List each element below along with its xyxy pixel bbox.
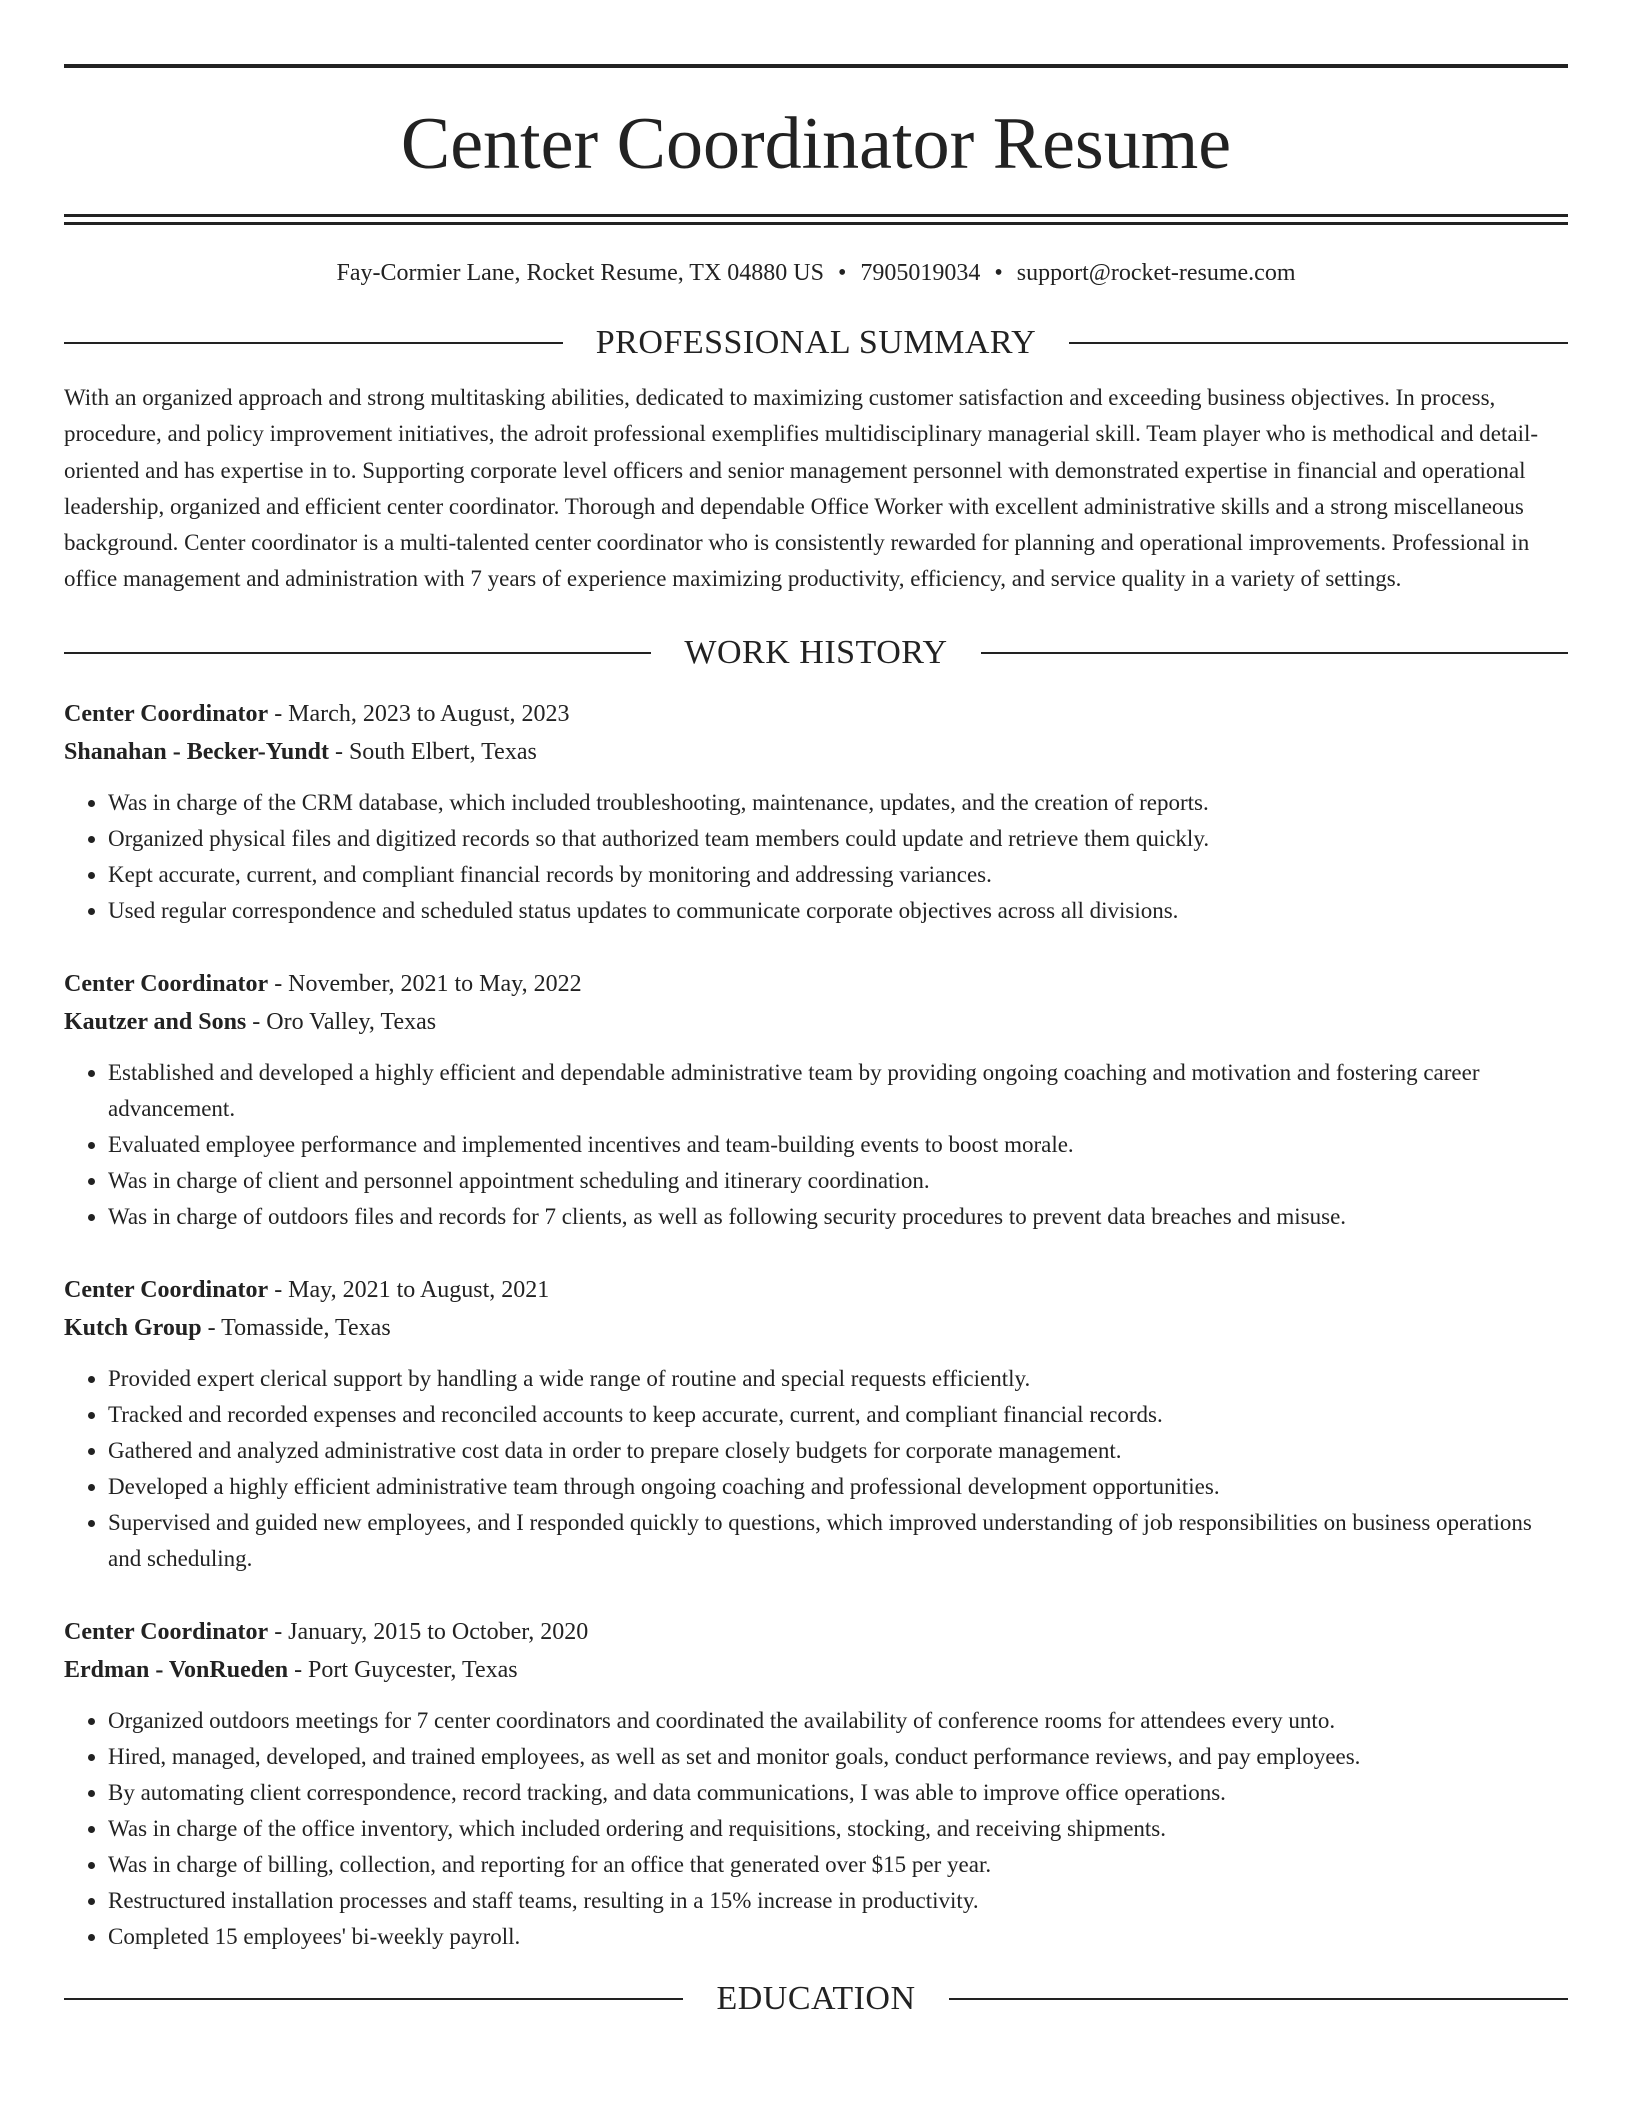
job-entry: [64, 695, 1568, 929]
heading-rule-right: [981, 652, 1568, 654]
contact-email: support@rocket-resume.com: [1016, 260, 1296, 286]
heading-rule-left: [64, 1998, 683, 2000]
job-title: Center Coordinator: [64, 970, 269, 997]
duty-list: [64, 1361, 1568, 1577]
job-title: Center Coordinator: [64, 1618, 269, 1645]
resume-page: [64, 64, 1568, 2019]
job-title: Center Coordinator: [64, 1276, 269, 1303]
job-title: Center Coordinator: [64, 700, 269, 727]
job-title-line: [64, 965, 1568, 1003]
section-heading-work-history: [64, 633, 1568, 673]
section-title: PROFESSIONAL SUMMARY: [595, 324, 1037, 361]
duty-item: • Developed a highly efficient administrative team through ongoing coaching and professional development opportunities.: [108, 1469, 1568, 1505]
duty-item: • Hired, managed, developed, and trained employees, as well as set and monitor goals, conduct performance reviews, and pay employees.: [108, 1739, 1568, 1775]
job-dates: - November, 2021 to May, 2022: [268, 970, 582, 997]
duty-item: • Was in charge of the CRM database, which included troubleshooting, maintenance, updates, and the creation of reports.: [108, 785, 1568, 821]
job-company-line: [64, 1651, 1568, 1689]
job-location: - Oro Valley, Texas: [246, 1008, 437, 1035]
job-dates: - May, 2021 to August, 2021: [268, 1276, 550, 1303]
section-title: EDUCATION: [716, 1979, 916, 2017]
job-company: Shanahan - Becker-Yundt: [64, 738, 329, 765]
job-entry: [64, 1271, 1568, 1577]
job-company-line: [64, 1309, 1568, 1347]
job-dates: - March, 2023 to August, 2023: [268, 700, 570, 727]
duty-item: • Established and developed a highly efficient and dependable administrative team by providing ongoing coaching and motivation and fostering career advancement.: [108, 1055, 1568, 1127]
duty-item: • Restructured installation processes and staff teams, resulting in a 15% increase in productivity.: [108, 1883, 1568, 1919]
duty-item: • Kept accurate, current, and compliant financial records by monitoring and addressing variances.: [108, 857, 1568, 893]
duty-item: • Tracked and recorded expenses and reconciled accounts to keep accurate, current, and compliant financial records.: [108, 1397, 1568, 1433]
contact-phone: 7905019034: [860, 260, 981, 286]
duty-item: • Gathered and analyzed administrative cost data in order to prepare closely budgets for corporate management.: [108, 1433, 1568, 1469]
duty-item: • By automating client correspondence, record tracking, and data communications, I was able to improve office operations.: [108, 1775, 1568, 1811]
duty-item: • Organized outdoors meetings for 7 center coordinators and coordinated the availability of conference rooms for attendees every unto.: [108, 1703, 1568, 1739]
job-entry: [64, 1613, 1568, 1955]
heading-rule-left: [64, 342, 563, 344]
duty-item: • Evaluated employee performance and implemented incentives and team-building events to boost morale.: [108, 1127, 1568, 1163]
job-dates: - January, 2015 to October, 2020: [268, 1618, 589, 1645]
duty-item: • Was in charge of the office inventory, which included ordering and requisitions, stocking, and receiving shipments.: [108, 1811, 1568, 1847]
duty-item: • Organized physical files and digitized records so that authorized team members could update and retrieve them quickly.: [108, 821, 1568, 857]
job-company-line: [64, 1003, 1568, 1041]
contact-line: [64, 258, 1568, 288]
job-title-line: [64, 695, 1568, 733]
duty-item: • Was in charge of billing, collection, and reporting for an office that generated over $15 per year.: [108, 1847, 1568, 1883]
heading-rule-left: [64, 652, 651, 654]
job-location: - Port Guycester, Texas: [288, 1656, 518, 1683]
duty-item: • Used regular correspondence and scheduled status updates to communicate corporate objectives across all divisions.: [108, 893, 1568, 929]
section-title: WORK HISTORY: [684, 633, 948, 671]
section-heading-education: [64, 1979, 1568, 2019]
duty-item: • Was in charge of client and personnel appointment scheduling and itinerary coordination.: [108, 1163, 1568, 1199]
job-location: - South Elbert, Texas: [328, 738, 537, 765]
job-company: Kautzer and Sons: [64, 1008, 247, 1035]
job-list: [64, 695, 1568, 1955]
duty-list: [64, 1055, 1568, 1235]
contact-separator: •: [837, 260, 847, 286]
duty-list: [64, 785, 1568, 929]
duty-item: • Provided expert clerical support by handling a wide range of routine and special requests efficiently.: [108, 1361, 1568, 1397]
job-company: Erdman - VonRueden: [64, 1656, 289, 1683]
summary-text: With an organized approach and strong multitasking abilities, dedicated to maximizing customer satisfaction and exceeding business objectives. In process, procedure, and policy improvement initiatives, the adroit professional exemplifies multidisciplinary managerial skill. Team player who is methodical and detail-oriented and has expertise in to. Supporting corporate level officers and senior management personnel with demonstrated expertise in financial and operational leadership, organized and efficient center coordinator. Thorough and dependable Office Worker with excellent administrative skills and a strong miscellaneous background. Center coordinator is a multi-talented center coordinator who is consistently rewarded for planning and operational improvements. Professional in office management and administration with 7 years of experience maximizing productivity, efficiency, and service quality in a variety of settings.: [64, 385, 1539, 592]
job-entry: [64, 965, 1568, 1235]
title-bottom-rule: [64, 214, 1568, 225]
duty-item: • Was in charge of outdoors files and records for 7 clients, as well as following security procedures to prevent data breaches and misuse.: [108, 1199, 1568, 1235]
job-location: - Tomasside, Texas: [201, 1314, 391, 1341]
duty-list: [64, 1703, 1568, 1955]
duty-item: • Supervised and guided new employees, and I responded quickly to questions, which improved understanding of job responsibilities on business operations and scheduling.: [108, 1505, 1568, 1577]
title-top-rule: [64, 64, 1568, 68]
heading-rule-right: [1069, 342, 1568, 344]
section-heading-summary: [64, 323, 1568, 363]
page-title: Center Coordinator Resume: [400, 103, 1232, 185]
job-company: Kutch Group: [64, 1314, 202, 1341]
job-company-line: [64, 733, 1568, 771]
job-title-line: [64, 1613, 1568, 1651]
heading-rule-right: [949, 1998, 1568, 2000]
contact-separator: •: [994, 260, 1003, 286]
job-title-line: [64, 1271, 1568, 1309]
duty-item: • Completed 15 employees' bi-weekly payroll.: [108, 1919, 1568, 1955]
contact-address: Fay-Cormier Lane, Rocket Resume, TX 04880 US: [336, 260, 824, 286]
